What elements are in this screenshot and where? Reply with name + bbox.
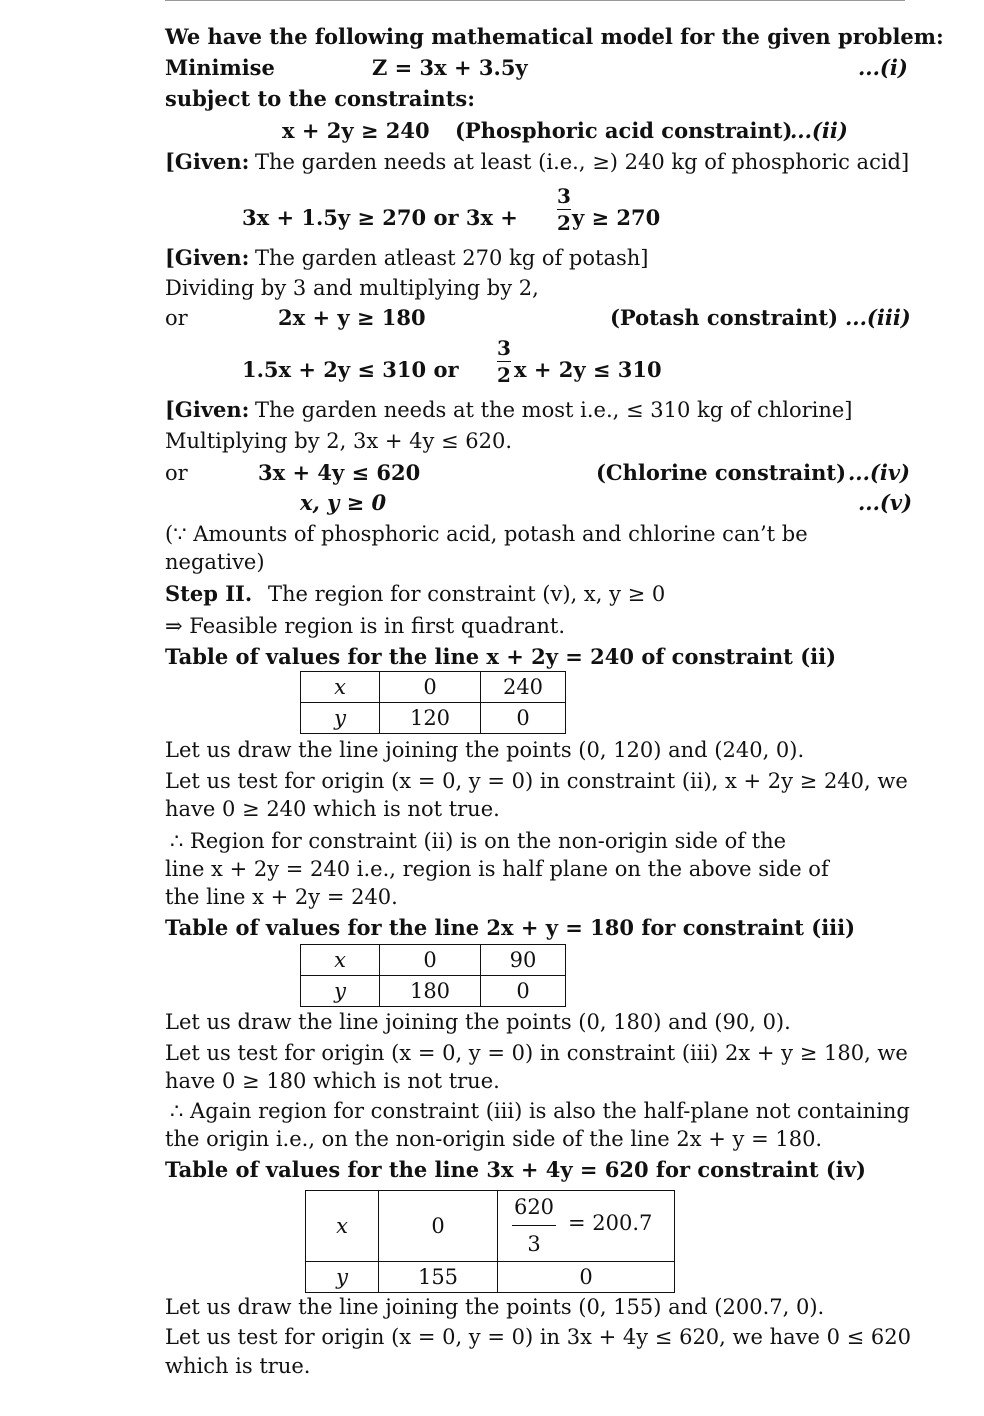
values-table-3 (305, 1190, 675, 1293)
table-row (301, 703, 566, 734)
values-table-2 (300, 944, 566, 1007)
eq-label-v: ...(v) (858, 490, 913, 515)
constraint-iii-desc: (Potash constraint) (610, 305, 839, 330)
constraint-iv-desc: (Chlorine constraint) (596, 460, 847, 485)
potash-equation-b: y ≥ 270 (572, 205, 661, 230)
constraint-iv: 3x + 4y ≤ 620 (258, 460, 421, 485)
table-row (301, 976, 566, 1007)
table-cell: x (306, 1191, 379, 1262)
draw-line-2: Let us draw the line joining the points (0, 180) and (90, 0). (165, 1010, 791, 1034)
table-row (301, 672, 566, 703)
table-cell-fraction (498, 1191, 675, 1262)
table-cell: 0 (481, 703, 566, 734)
constraint-ii: x + 2y ≥ 240 (282, 118, 430, 143)
table-cell: y (306, 1262, 379, 1293)
table-cell: y (301, 976, 380, 1007)
constraint-v: x, y ≥ 0 (300, 490, 387, 515)
potash-equation-a: 3x + 1.5y ≥ 270 or 3x + (242, 205, 518, 230)
given-chlor: The garden needs at the most i.e., ≤ 310 kg of chlorine] (255, 398, 853, 422)
table1-title: Table of values for the line x + 2y = 240 of constraint (ii) (165, 644, 837, 669)
table-row (306, 1191, 675, 1262)
fraction-bar (557, 209, 571, 210)
fraction-620: 620 (513, 1195, 555, 1219)
table-cell: 180 (380, 976, 481, 1007)
step-text: The region for constraint (v), x, y ≥ 0 (268, 582, 666, 606)
fraction-bar-3 (512, 1225, 556, 1226)
test-1a: Let us test for origin (x = 0, y = 0) in constraint (ii), x + 2y ≥ 240, we (165, 769, 908, 793)
table-row (306, 1262, 675, 1293)
top-rule (165, 0, 905, 1)
table-cell: 0 (379, 1191, 498, 1262)
eq-label-iv: ...(iv) (848, 460, 910, 485)
eq-label-ii: ...(ii) (790, 118, 848, 143)
chlorine-equation-b: x + 2y ≤ 310 (514, 357, 662, 382)
intro-line: We have the following mathematical model for the given problem: (165, 24, 944, 49)
table-cell: 155 (379, 1262, 498, 1293)
given-potash: The garden atleast 270 kg of potash] (255, 246, 649, 270)
because-line-2: negative) (165, 550, 265, 574)
region-1a: ∴ Region for constraint (ii) is on the non-origin side of the (170, 829, 787, 853)
or-1: or (165, 306, 188, 330)
given-potash-prefix: [Given: (165, 245, 250, 270)
dividing-line: Dividing by 3 and multiplying by 2, (165, 276, 539, 300)
draw-line-1: Let us draw the line joining the points (0, 120) and (240, 0). (165, 738, 805, 762)
table-cell: 90 (481, 945, 566, 976)
test-2b: have 0 ≥ 180 which is not true. (165, 1069, 500, 1093)
because-line-1: (∵ Amounts of phosphoric acid, potash and chlorine can’t be (165, 522, 808, 546)
table-cell: 0 (498, 1262, 675, 1293)
fraction-numerator-2: 3 (497, 336, 511, 360)
region-1b: line x + 2y = 240 i.e., region is half plane on the above side of (165, 857, 829, 881)
approx-value: = 200.7 (568, 1211, 653, 1235)
table-cell: 240 (481, 672, 566, 703)
fraction-denominator-2: 2 (497, 363, 511, 387)
region-1c: the line x + 2y = 240. (165, 885, 398, 909)
test-2a: Let us test for origin (x = 0, y = 0) in constraint (iii) 2x + y ≥ 180, we (165, 1041, 908, 1065)
region-2a: ∴ Again region for constraint (iii) is also the half-plane not containing (170, 1099, 910, 1123)
draw-line-3: Let us draw the line joining the points (0, 155) and (200.7, 0). (165, 1295, 825, 1319)
constraint-iii: 2x + y ≥ 180 (278, 305, 426, 330)
or-2: or (165, 461, 188, 485)
values-table-1 (300, 671, 566, 734)
table2-title: Table of values for the line 2x + y = 180 for constraint (iii) (165, 915, 856, 940)
multiplying-line: Multiplying by 2, 3x + 4y ≤ 620. (165, 429, 513, 453)
table-cell: 0 (481, 976, 566, 1007)
objective-function: Z = 3x + 3.5y (372, 55, 528, 80)
subject-to: subject to the constraints: (165, 86, 475, 111)
given-phos-prefix: [Given: (165, 149, 250, 174)
region-2b: the origin i.e., on the non-origin side of the line 2x + y = 180. (165, 1127, 823, 1151)
fraction-denominator: 2 (557, 211, 571, 235)
table-cell: 0 (380, 672, 481, 703)
table-cell: x (301, 672, 380, 703)
test-1b: have 0 ≥ 240 which is not true. (165, 797, 500, 821)
fraction-3: 3 (527, 1232, 541, 1256)
fraction-numerator: 3 (557, 184, 571, 208)
minimise-label: Minimise (165, 55, 275, 80)
test-3a: Let us test for origin (x = 0, y = 0) in 3x + 4y ≤ 620, we have 0 ≤ 620 (165, 1325, 911, 1349)
fraction-bar-2 (497, 361, 511, 362)
table-cell: 0 (380, 945, 481, 976)
eq-label-i: ...(i) (858, 55, 908, 80)
table3-title: Table of values for the line 3x + 4y = 620 for constraint (iv) (165, 1157, 866, 1182)
table-cell: 120 (380, 703, 481, 734)
feasible-line: ⇒ Feasible region is in first quadrant. (165, 614, 566, 638)
step-label: Step II. (165, 581, 253, 606)
constraint-ii-desc: (Phosphoric acid constraint) (455, 118, 793, 143)
table-cell: y (301, 703, 380, 734)
table-row (301, 945, 566, 976)
test-3b: which is true. (165, 1354, 311, 1378)
given-chlor-prefix: [Given: (165, 397, 250, 422)
eq-label-iii: ...(iii) (845, 305, 911, 330)
given-phos: The garden needs at least (i.e., ≥) 240 kg of phosphoric acid] (255, 150, 910, 174)
table-cell: x (301, 945, 380, 976)
chlorine-equation-a: 1.5x + 2y ≤ 310 or (242, 357, 459, 382)
